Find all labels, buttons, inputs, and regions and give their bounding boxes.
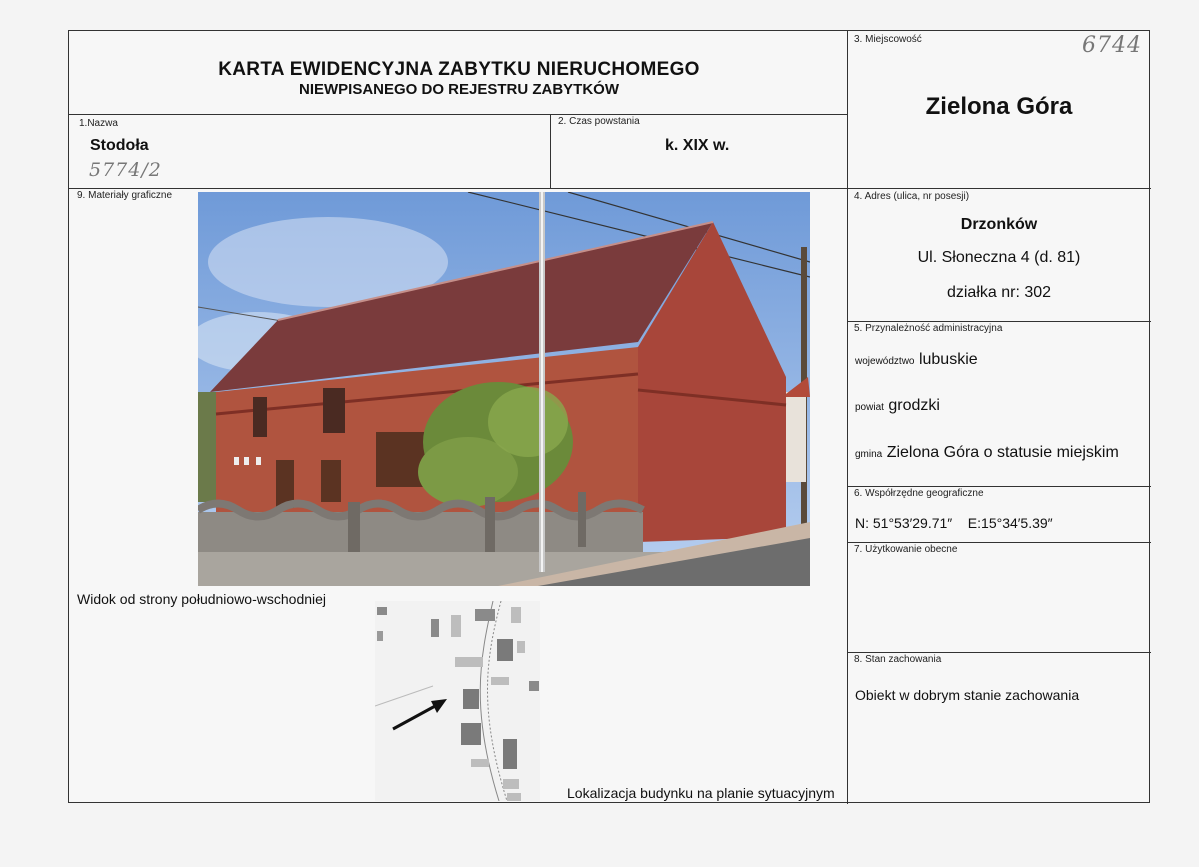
nazwa-label: 1.Nazwa — [79, 118, 118, 129]
powiat-row — [855, 397, 940, 415]
stan-label: 8. Stan zachowania — [854, 654, 942, 665]
wojewodztwo-row — [855, 351, 978, 369]
adres-label: 4. Adres (ulica, nr posesji) — [854, 191, 970, 202]
card-subtitle: NIEWPISANEGO DO REJESTRU ZABYTKÓW — [298, 81, 620, 98]
divider-coords — [847, 542, 1151, 543]
nazwa-value: Stodoła — [90, 137, 149, 154]
miejscowosc-label: 3. Miejscowość — [854, 34, 922, 45]
divider-admin — [847, 486, 1151, 487]
stan-value: Obiekt w dobrym stanie zachowania — [855, 687, 1080, 703]
przynaleznosc-label: 5. Przynależność administracyjna — [854, 323, 1003, 334]
wojewodztwo-value: lubuskie — [918, 351, 978, 368]
photo-caption: Widok od strony południowo-wschodniej — [77, 591, 327, 607]
powiat-label: powiat — [855, 402, 884, 413]
divider-address — [847, 321, 1151, 322]
czas-label: 2. Czas powstania — [558, 116, 640, 127]
divider-top-section — [69, 188, 1151, 189]
czas-value: k. XIX w. — [665, 137, 730, 154]
materialy-label: 9. Materiały graficzne — [77, 190, 173, 201]
gmina-value: Zielona Góra o statusie miejskim — [886, 444, 1119, 461]
divider-main-vertical — [847, 31, 848, 804]
site-plan-map — [375, 601, 540, 801]
divider-name-date — [550, 114, 551, 188]
card-title: KARTA EWIDENCYJNA ZABYTKU NIERUCHOMEGO — [218, 59, 700, 80]
wspolrzedne-value: N: 51°53′29.71″ E:15°34′5.39″ — [855, 515, 1053, 531]
gmina-label: gmina — [855, 449, 883, 460]
divider-usage — [847, 652, 1151, 653]
site-plan-drawing-right — [541, 601, 701, 801]
handwritten-top-number: 6744 — [1082, 33, 1142, 58]
adres-line2: Ul. Słoneczna 4 (d. 81) — [917, 249, 1081, 266]
wspolrzedne-label: 6. Współrzędne geograficzne — [854, 488, 984, 499]
miejscowosc-value: Zielona Góra — [925, 93, 1073, 120]
uzytkowanie-label: 7. Użytkowanie obecne — [854, 544, 958, 555]
record-card — [68, 30, 1150, 803]
barn-illustration — [198, 192, 810, 586]
powiat-value: grodzki — [888, 397, 940, 414]
divider-header — [69, 114, 847, 115]
map-caption: Lokalizacja budynku na planie sytuacyjnym — [567, 785, 835, 801]
wojewodztwo-label: województwo — [855, 356, 915, 367]
adres-line3: działka nr: 302 — [946, 284, 1052, 301]
gmina-row — [855, 444, 1119, 462]
adres-line1: Drzonków — [960, 216, 1038, 233]
site-plan-map-right — [541, 601, 701, 801]
handwritten-name-number: 5774/2 — [89, 159, 162, 181]
building-photo — [198, 192, 810, 586]
site-plan-drawing — [375, 601, 540, 801]
